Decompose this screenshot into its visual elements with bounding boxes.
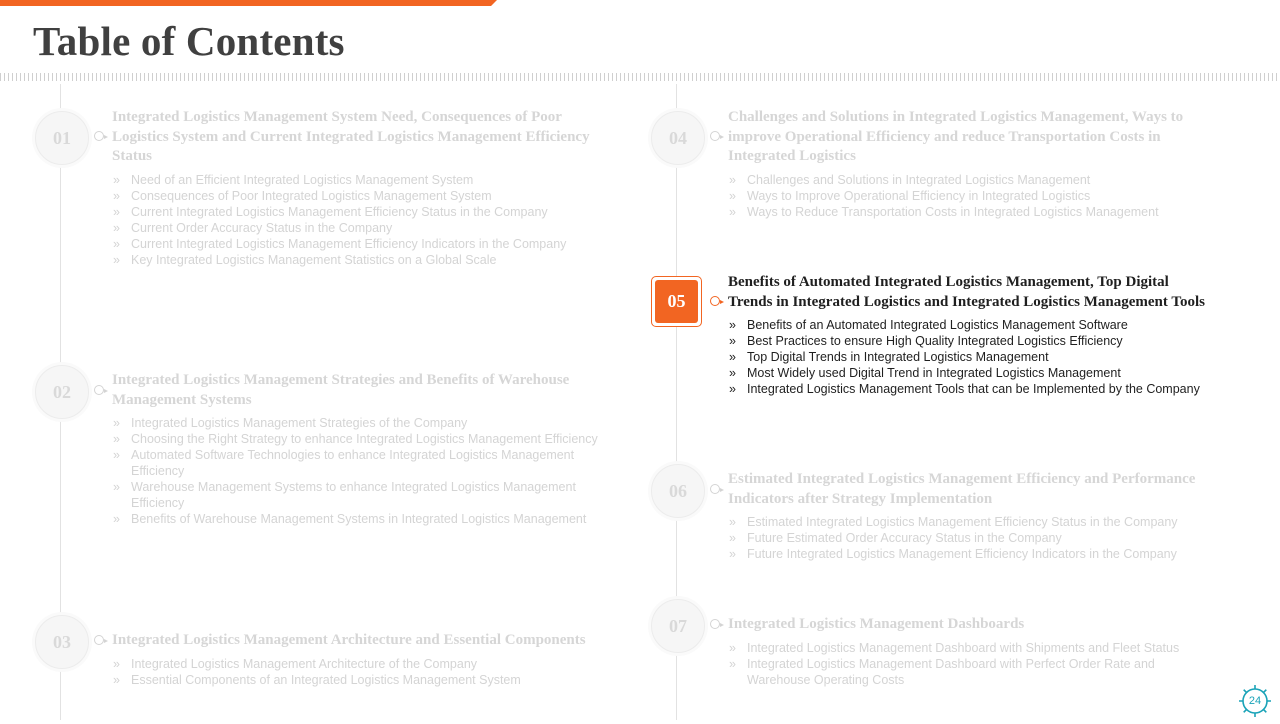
list-item: » Top Digital Trends in Integrated Logistics Management <box>728 349 1238 365</box>
arrow-connector-icon <box>94 131 104 141</box>
list-item: » Consequences of Poor Integrated Logistics Management System <box>112 188 617 204</box>
list-item: » Automated Software Technologies to enhance Integrated Logistics Management Efficiency <box>112 447 601 479</box>
section-number-badge: 04 <box>651 111 705 165</box>
section-number-badge: 02 <box>35 365 89 419</box>
section-number-badge: 01 <box>35 111 89 165</box>
list-item: » Choosing the Right Strategy to enhance Integrated Logistics Management Efficiency <box>112 431 627 447</box>
list-item: » Key Integrated Logistics Management Statistics on a Global Scale <box>112 252 617 268</box>
list-item: » Integrated Logistics Management Dashboard with Shipments and Fleet Status <box>728 640 1198 656</box>
list-item: » Future Integrated Logistics Management Efficiency Indicators in the Company <box>728 546 1233 562</box>
arrow-connector-icon <box>94 385 104 395</box>
list-item: » Need of an Efficient Integrated Logistics Management System <box>112 172 617 188</box>
list-item: » Integrated Logistics Management Tools that can be Implemented by the Company <box>728 381 1238 397</box>
section-number-badge-active <box>651 276 702 327</box>
list-item: » Current Integrated Logistics Management Efficiency Indicators in the Company <box>112 236 617 252</box>
list-item: » Warehouse Management Systems to enhance Integrated Logistics Management Efficiency <box>112 479 601 511</box>
page-number: 24 <box>1248 695 1262 707</box>
section-item-list <box>728 317 1238 397</box>
page-number-badge <box>1237 683 1273 719</box>
section-item-list <box>112 415 627 527</box>
section-title: Integrated Logistics Management System Need, Consequences of Poor Logistics System and Current Integrated Logistics Management Efficiency Status <box>112 109 590 164</box>
arrow-connector-icon <box>710 296 720 306</box>
list-item: » Ways to Improve Operational Efficiency in Integrated Logistics <box>728 188 1228 204</box>
section-number-badge: 06 <box>651 464 705 518</box>
section-title: Challenges and Solutions in Integrated Logistics Management, Ways to improve Operational Efficiency and reduce Transportation Costs in Integrated Logistics <box>728 109 1184 164</box>
section-title: Estimated Integrated Logistics Management Efficiency and Performance Indicators after Strategy Implementation <box>728 471 1196 507</box>
list-item: » Most Widely used Digital Trend in Integrated Logistics Management <box>728 365 1238 381</box>
list-item: » Integrated Logistics Management Architecture of the Company <box>112 656 627 672</box>
section-title: Integrated Logistics Management Dashboards <box>728 616 1025 632</box>
list-item: » Future Estimated Order Accuracy Status in the Company <box>728 530 1233 546</box>
section-item-list <box>728 640 1198 688</box>
list-item: » Integrated Logistics Management Strategies of the Company <box>112 415 627 431</box>
list-item: » Benefits of Warehouse Management Systems in Integrated Logistics Management <box>112 511 627 527</box>
arrow-connector-icon <box>710 484 720 494</box>
list-item: » Challenges and Solutions in Integrated Logistics Management <box>728 172 1228 188</box>
list-item: » Integrated Logistics Management Dashboard with Perfect Order Rate and Warehouse Operating Costs <box>728 656 1187 688</box>
list-item: » Best Practices to ensure High Quality Integrated Logistics Efficiency <box>728 333 1238 349</box>
section-item-list <box>728 514 1233 562</box>
section-item-list <box>728 172 1228 220</box>
list-item: » Essential Components of an Integrated Logistics Management System <box>112 672 627 688</box>
arrow-connector-icon <box>710 619 720 629</box>
section-number: 05 <box>655 280 698 323</box>
list-item: » Current Order Accuracy Status in the Company <box>112 220 617 236</box>
section-number-badge: 07 <box>651 599 705 653</box>
section-title: Benefits of Automated Integrated Logistics Management, Top Digital Trends in Integrated Logistics and Integrated Logistics Management Tools <box>728 274 1205 310</box>
top-accent-bar <box>0 0 497 6</box>
title-divider <box>0 73 1280 81</box>
page-title: Table of Contents <box>33 18 345 64</box>
section-number-badge: 03 <box>35 615 89 669</box>
arrow-connector-icon <box>94 635 104 645</box>
section-title: Integrated Logistics Management Strategies and Benefits of Warehouse Management Systems <box>112 372 570 408</box>
list-item: » Estimated Integrated Logistics Management Efficiency Status in the Company <box>728 514 1233 530</box>
arrow-connector-icon <box>710 131 720 141</box>
list-item: » Current Integrated Logistics Management Efficiency Status in the Company <box>112 204 617 220</box>
list-item: » Benefits of an Automated Integrated Logistics Management Software <box>728 317 1238 333</box>
section-item-list <box>112 656 627 688</box>
section-item-list <box>112 172 617 268</box>
list-item: » Ways to Reduce Transportation Costs in Integrated Logistics Management <box>728 204 1228 220</box>
section-title: Integrated Logistics Management Architecture and Essential Components <box>112 632 586 648</box>
